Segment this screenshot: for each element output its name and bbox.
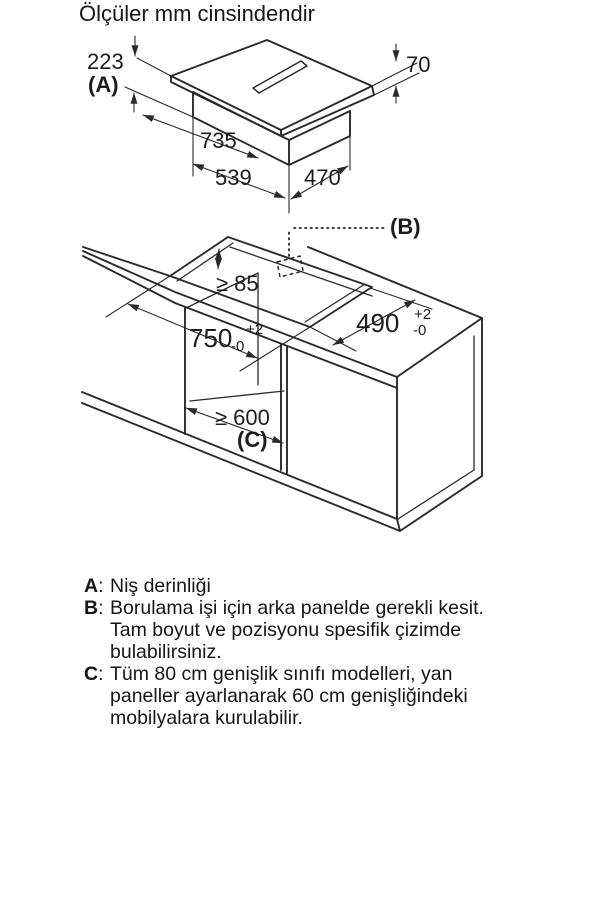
cabinet-drawing — [82, 237, 482, 531]
dim-housing-width: 735 — [200, 128, 237, 153]
note-c-line: Tüm 80 cm genişlik sınıfı modelleri, yan — [110, 663, 453, 685]
note-b-line: bulabilirsiniz. — [110, 641, 222, 663]
note-c-label: C — [84, 663, 99, 685]
dim-cutout-depth: 490 — [356, 308, 400, 338]
dim-cutout-width-tol-plus: +2 — [246, 321, 264, 338]
note-b-line: Tam boyut ve pozisyonu spesifik çizimde — [110, 619, 462, 641]
dim-cutout-width: 750 — [189, 323, 233, 353]
note-b: B: Borulama işi için arka panelde gerekli kesit. Tam boyut ve pozisyonu spesifik çizimde bulabilirsiniz. — [84, 597, 536, 663]
label-c-ref: (C) — [237, 427, 268, 452]
note-a-label: A — [84, 575, 99, 597]
dim-cabinet-width: ≥ 600 — [215, 405, 270, 430]
label-b-ref: (B) — [390, 214, 421, 239]
note-b-label: B — [84, 597, 99, 619]
note-c-line: paneller ayarlanarak 60 cm genişliğindeki — [110, 685, 468, 707]
dim-cutout-depth-tol-plus: +2 — [414, 306, 432, 323]
note-a: A: Niş derinliği — [84, 575, 536, 597]
note-b-line: Borulama işi için arka panelde gerekli kesit. — [110, 597, 484, 619]
dim-niche-depth: 223 — [87, 49, 124, 74]
dim-housing-depth: 470 — [304, 165, 341, 190]
hob-dimension-lines — [125, 36, 419, 213]
dim-appliance-depth: 539 — [215, 165, 252, 190]
footnotes — [84, 575, 536, 729]
dim-clearance-below: ≥ 85 — [216, 271, 259, 296]
note-c-line: mobilyalara kurulabilir. — [110, 707, 303, 729]
dim-cutout-depth-tol-minus: -0 — [413, 322, 427, 339]
dim-appliance-height: 70 — [406, 52, 431, 77]
dotted-leader-line — [289, 228, 386, 256]
dim-cutout-width-tol-minus: -0 — [231, 338, 245, 355]
note-a-line: Niş derinliği — [110, 575, 211, 597]
note-c: C: Tüm 80 cm genişlik sınıfı modelleri, yan paneller ayarlanarak 60 cm genişliğindeki mobilyalara kurulabilir. — [84, 663, 536, 729]
duct-callout — [277, 228, 386, 277]
label-a-ref: (A) — [88, 72, 119, 97]
page-title: Ölçüler mm cinsindendir — [79, 1, 315, 26]
vent-slot — [253, 61, 307, 93]
